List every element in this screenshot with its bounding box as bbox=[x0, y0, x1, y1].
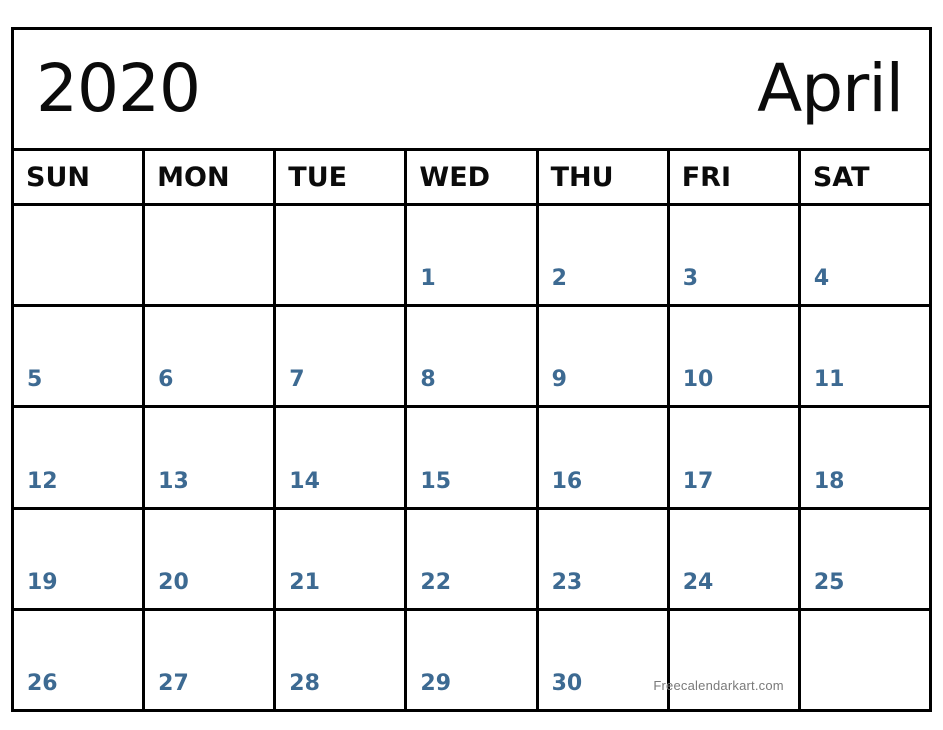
day-cell bbox=[801, 408, 929, 506]
day-cell bbox=[539, 408, 670, 506]
day-number: 12 bbox=[27, 468, 58, 494]
day-cell bbox=[276, 307, 407, 405]
day-cell bbox=[653, 611, 801, 709]
day-cell bbox=[276, 206, 407, 304]
day-cell bbox=[801, 510, 929, 608]
day-number: 5 bbox=[27, 367, 43, 393]
day-cell bbox=[145, 510, 276, 608]
day-number: 27 bbox=[158, 671, 189, 697]
day-number: 2 bbox=[551, 266, 567, 292]
calendar-week-row bbox=[14, 408, 929, 509]
calendar-frame bbox=[11, 27, 932, 712]
day-number: 25 bbox=[813, 569, 845, 595]
weekday-header-row bbox=[14, 151, 929, 206]
day-cell bbox=[801, 206, 929, 304]
day-number: 16 bbox=[551, 468, 583, 494]
month-label: April bbox=[757, 50, 903, 127]
day-number: 26 bbox=[27, 671, 58, 697]
day-cell bbox=[670, 408, 801, 506]
day-cell bbox=[14, 408, 145, 506]
day-cell bbox=[14, 611, 145, 709]
day-cell bbox=[145, 408, 276, 506]
year-label: 2020 bbox=[36, 50, 200, 127]
day-number: 22 bbox=[420, 569, 452, 595]
day-cell bbox=[539, 307, 670, 405]
day-number: 20 bbox=[158, 569, 189, 595]
day-number: 6 bbox=[158, 367, 174, 393]
day-number: 30 bbox=[551, 671, 583, 697]
day-cell bbox=[407, 307, 538, 405]
day-number: 7 bbox=[289, 367, 305, 393]
day-number: 3 bbox=[682, 266, 699, 292]
day-cell bbox=[145, 611, 276, 709]
day-cell bbox=[407, 408, 538, 506]
weekday-fri: FRI bbox=[670, 151, 801, 203]
day-number: 17 bbox=[682, 468, 714, 494]
weekday-tue: TUE bbox=[276, 151, 407, 203]
day-cell bbox=[670, 206, 801, 304]
day-number: 15 bbox=[420, 468, 452, 494]
day-cell bbox=[407, 510, 538, 608]
day-number: 11 bbox=[813, 367, 845, 393]
day-cell bbox=[539, 611, 670, 709]
watermark: Freecalendarkart.com bbox=[653, 678, 784, 694]
day-cell bbox=[539, 206, 670, 304]
calendar-week-row bbox=[14, 206, 929, 307]
day-number: 23 bbox=[551, 569, 583, 595]
day-cell bbox=[801, 307, 929, 405]
weekday-wed: WED bbox=[407, 151, 538, 203]
weekday-sat: SAT bbox=[812, 161, 870, 193]
day-number: 10 bbox=[682, 367, 714, 393]
day-number: 8 bbox=[420, 367, 436, 393]
day-number: 29 bbox=[420, 671, 452, 697]
day-cell bbox=[276, 611, 407, 709]
day-number: 13 bbox=[158, 468, 189, 494]
day-number: 4 bbox=[813, 266, 830, 292]
calendar-week-row bbox=[14, 611, 929, 709]
day-cell bbox=[14, 206, 145, 304]
day-cell bbox=[407, 206, 538, 304]
day-cell bbox=[670, 510, 801, 608]
day-cell bbox=[276, 510, 407, 608]
weekday-thu: THU bbox=[539, 151, 670, 203]
day-cell bbox=[801, 611, 929, 709]
weekday-mon: MON bbox=[145, 151, 276, 203]
day-number: 1 bbox=[420, 266, 436, 292]
day-cell bbox=[670, 307, 801, 405]
day-cell bbox=[145, 307, 276, 405]
day-cell bbox=[14, 510, 145, 608]
calendar-grid bbox=[14, 206, 929, 709]
day-cell bbox=[539, 510, 670, 608]
day-number: 21 bbox=[289, 569, 320, 595]
calendar-header bbox=[14, 30, 929, 151]
day-number: 28 bbox=[289, 671, 320, 697]
day-cell bbox=[14, 307, 145, 405]
weekday-sun: SUN bbox=[14, 151, 145, 203]
day-cell bbox=[145, 206, 276, 304]
day-number: 24 bbox=[682, 569, 714, 595]
day-number: 18 bbox=[813, 468, 845, 494]
day-number: 19 bbox=[27, 569, 58, 595]
day-number: 14 bbox=[289, 468, 320, 494]
day-cell bbox=[407, 611, 538, 709]
day-cell bbox=[276, 408, 407, 506]
day-number: 9 bbox=[551, 367, 567, 393]
calendar-week-row bbox=[14, 510, 929, 611]
calendar-week-row bbox=[14, 307, 929, 408]
